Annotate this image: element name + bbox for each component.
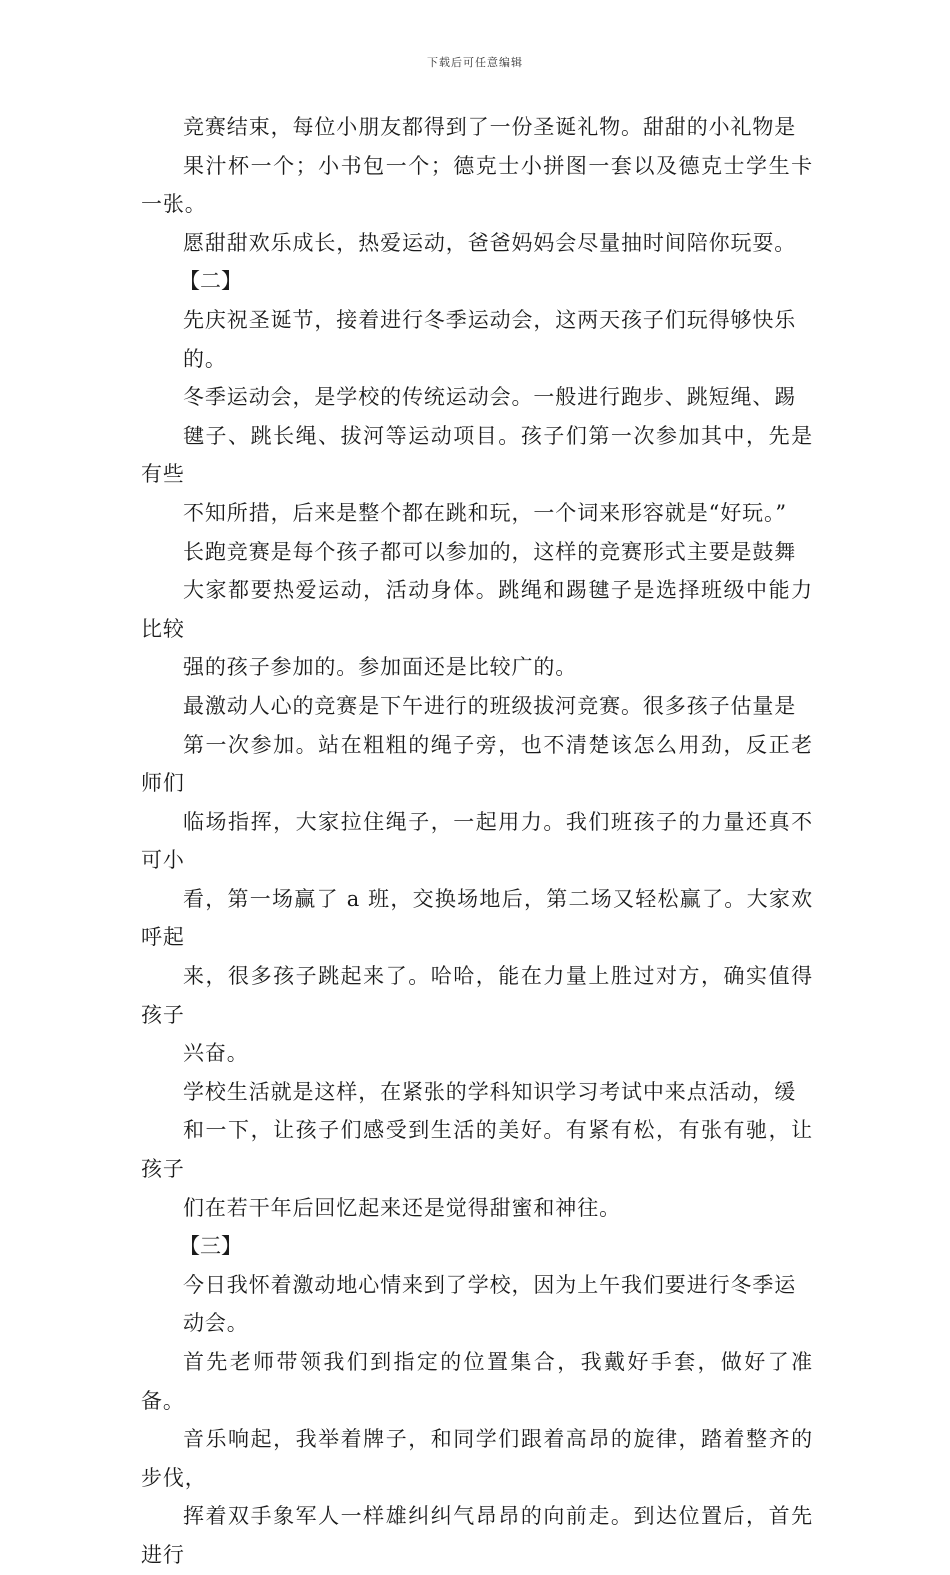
text-line: 竞赛结束，每位小朋友都得到了一份圣诞礼物。甜甜的小礼物是: [183, 115, 797, 139]
document-body: [141, 108, 813, 1575]
paragraph: [141, 687, 813, 1073]
text-line: 长跑竞赛是每个孩子都可以参加的，这样的竞赛形式主要是鼓舞: [183, 539, 797, 564]
paragraph: [141, 108, 813, 224]
paragraph: [141, 301, 813, 378]
paragraph: [141, 224, 813, 263]
text-line: 【二】: [179, 269, 242, 294]
text-line: 先庆祝圣诞节，接着进行冬季运动会，这两天孩子们玩得够快乐: [183, 307, 797, 332]
paragraph: [141, 533, 813, 687]
text-line: 今日我怀着激动地心情来到了学校，因为上午我们要进行冬季运: [183, 1272, 797, 1297]
paragraph: [141, 1073, 813, 1227]
text-line: 强的孩子参加的。参加面还是比较广的。: [183, 655, 578, 680]
paragraph: [141, 1266, 813, 1343]
text-line: 愿甜甜欢乐成长，热爱运动，爸爸妈妈会尽量抽时间陪你玩耍。: [183, 230, 797, 255]
text-line: 第一次参加。站在粗粗的绳子旁，也不清楚该怎么用劲，反正老师们: [141, 732, 813, 796]
text-line: 挥着双手象军人一样雄纠纠气昂昂的向前走。到达位置后，首先进行: [141, 1504, 813, 1567]
text-line: 最激动人心的竞赛是下午进行的班级拔河竞赛。很多孩子估量是: [183, 693, 797, 718]
text-line: 学校生活就是这样，在紧张的学科知识学习考试中来点活动，缓: [183, 1079, 797, 1104]
text-line: 兴奋。: [183, 1041, 249, 1066]
text-line: 动会。: [183, 1311, 249, 1336]
paragraph: [141, 1343, 813, 1575]
text-line: 【三】: [179, 1234, 242, 1259]
text-line: 大家都要热爱运动，活动身体。跳绳和踢毽子是选择班级中能力比较: [141, 578, 813, 641]
text-line: 看，第一场赢了 a 班，交换场地后，第二场又轻松赢了。大家欢呼起: [141, 886, 813, 950]
text-line: 毽子、跳长绳、拔河等运动项目。孩子们第一次参加其中，先是有些: [141, 423, 813, 487]
text-line: 来，很多孩子跳起来了。哈哈，能在力量上胜过对方，确实值得孩子: [141, 964, 813, 1027]
section-heading: [141, 262, 813, 301]
text-line: 的。: [183, 346, 227, 371]
text-line: 临场指挥，大家拉住绳子，一起用力。我们班孩子的力量还真不可小: [141, 809, 813, 873]
text-line: 冬季运动会，是学校的传统运动会。一般进行跑步、跳短绳、踢: [183, 385, 797, 410]
text-line: 果汁杯一个；小书包一个；德克士小拼图一套以及德克士学生卡一张。: [141, 153, 813, 217]
section-heading: [141, 1227, 813, 1266]
text-line: 们在若干年后回忆起来还是觉得甜蜜和神往。: [183, 1195, 621, 1220]
paragraph: [141, 378, 813, 532]
text-line: 首先老师带领我们到指定的位置集合，我戴好手套，做好了准备。: [141, 1350, 813, 1413]
text-line: 音乐响起，我举着牌子，和同学们跟着高昂的旋律，踏着整齐的步伐，: [141, 1427, 813, 1490]
text-line: 和一下，让孩子们感受到生活的美好。有紧有松，有张有驰，让孩子: [141, 1118, 813, 1182]
text-line: 不知所措，后来是整个都在跳和玩，一个词来形容就是“好玩。”: [183, 500, 788, 525]
page-header: 下载后可任意编辑: [427, 56, 523, 69]
